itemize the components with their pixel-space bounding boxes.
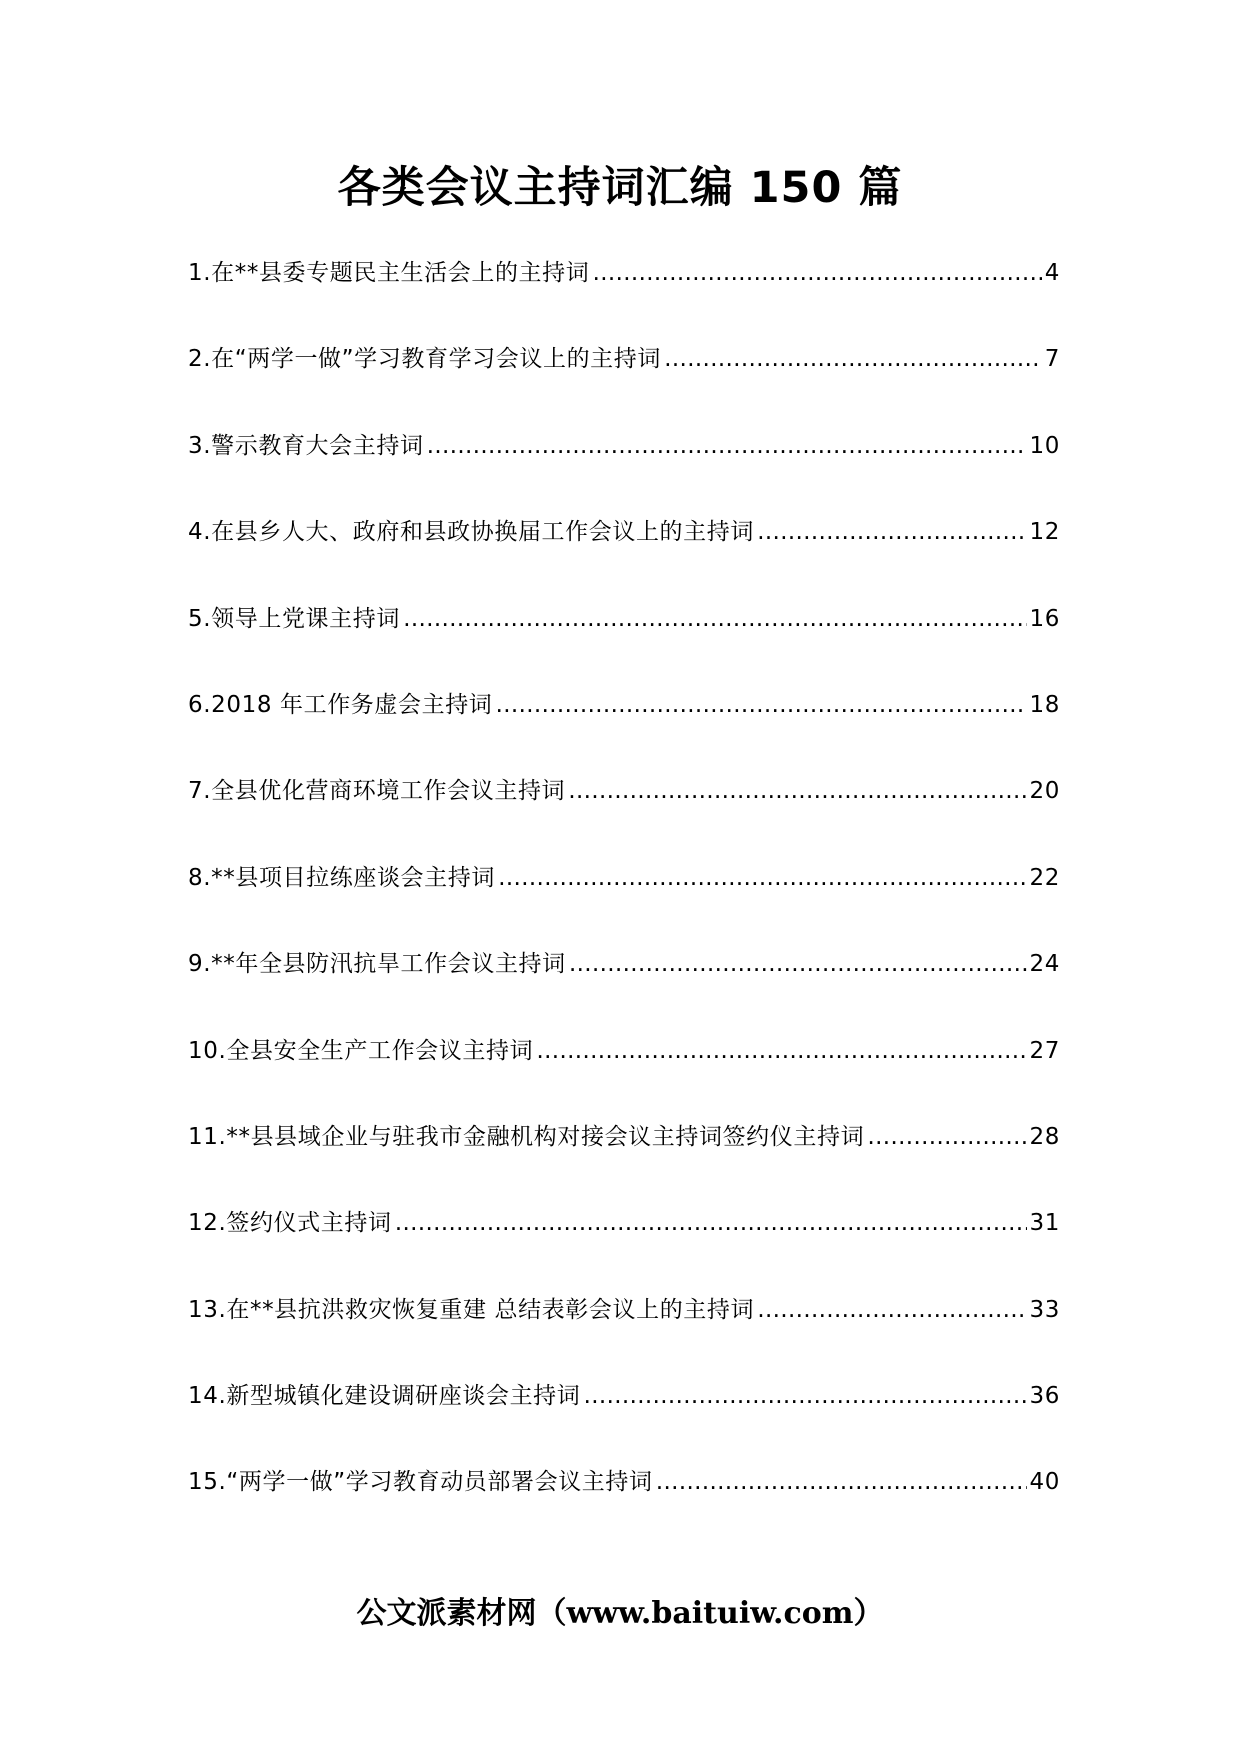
toc-entry-1[interactable] — [188, 258, 1060, 344]
toc-entry-title: 4.在县乡人大、政府和县政协换届工作会议上的主持词 — [188, 519, 754, 546]
toc-dot-leader — [568, 776, 1026, 806]
toc-entry-6[interactable] — [188, 690, 1060, 776]
toc-entry-8[interactable] — [188, 863, 1060, 949]
toc-page-number: 7 — [1044, 346, 1060, 373]
toc-page-number: 12 — [1029, 519, 1060, 546]
toc-dot-leader — [395, 1208, 1027, 1238]
toc-dot-leader — [656, 1467, 1027, 1497]
toc-entry-title: 9.**年全县防汛抗旱工作会议主持词 — [188, 951, 566, 978]
toc-page-number: 16 — [1029, 605, 1060, 632]
toc-dot-leader — [403, 604, 1027, 634]
toc-entry-15[interactable] — [188, 1467, 1060, 1553]
toc-page-number: 36 — [1029, 1383, 1060, 1410]
toc-dot-leader — [592, 258, 1041, 288]
toc-page-number: 10 — [1029, 432, 1060, 459]
toc-dot-leader — [536, 1036, 1026, 1066]
toc-entry-title: 12.签约仪式主持词 — [188, 1210, 392, 1237]
toc-entry-title: 8.**县项目拉练座谈会主持词 — [188, 864, 495, 891]
toc-page-number: 18 — [1029, 691, 1060, 718]
toc-dot-leader — [498, 863, 1027, 893]
toc-entry-4[interactable] — [188, 517, 1060, 603]
document-title: 各类会议主持词汇编 150 篇 — [337, 163, 903, 213]
toc-entry-title: 3.警示教育大会主持词 — [188, 432, 424, 459]
toc-page-number: 27 — [1029, 1037, 1060, 1064]
toc-entry-title: 2.在“两学一做”学习教育学习会议上的主持词 — [188, 346, 661, 373]
toc-page-number: 22 — [1029, 864, 1060, 891]
toc-entry-5[interactable] — [188, 604, 1060, 690]
toc-entry-title: 10.全县安全生产工作会议主持词 — [188, 1037, 534, 1064]
toc-dot-leader — [757, 1295, 1026, 1325]
toc-dot-leader — [427, 431, 1027, 461]
toc-page-number: 20 — [1029, 778, 1060, 805]
toc-page-number: 31 — [1029, 1210, 1060, 1237]
toc-entry-3[interactable] — [188, 431, 1060, 517]
toc-page-number: 28 — [1029, 1123, 1060, 1150]
toc-entry-title: 15.“两学一做”学习教育动员部署会议主持词 — [188, 1469, 653, 1496]
toc-entry-title: 7.全县优化营商环境工作会议主持词 — [188, 778, 566, 805]
toc-entry-title: 11.**县县域企业与驻我市金融机构对接会议主持词签约仪主持词 — [188, 1123, 865, 1150]
toc-page-number: 24 — [1029, 951, 1060, 978]
toc-page-number: 40 — [1029, 1469, 1060, 1496]
toc-entry-11[interactable] — [188, 1122, 1060, 1208]
toc-dot-leader — [583, 1381, 1026, 1411]
toc-entry-14[interactable] — [188, 1381, 1060, 1467]
footer-source-text: 公文派素材网（www.baituiw.com） — [356, 1596, 884, 1631]
toc-entry-title: 1.在**县委专题民主生活会上的主持词 — [188, 260, 590, 286]
toc-entry-13[interactable] — [188, 1295, 1060, 1381]
toc-entry-title: 14.新型城镇化建设调研座谈会主持词 — [188, 1383, 581, 1410]
toc-dot-leader — [569, 949, 1027, 979]
toc-page-number: 4 — [1044, 260, 1060, 286]
toc-entry-10[interactable] — [188, 1036, 1060, 1122]
toc-entry-title: 13.在**县抗洪救灾恢复重建 总结表彰会议上的主持词 — [188, 1296, 755, 1323]
toc-dot-leader — [664, 344, 1042, 374]
toc-page-number: 33 — [1029, 1296, 1060, 1323]
toc-entry-7[interactable] — [188, 776, 1060, 862]
toc-dot-leader — [495, 690, 1026, 720]
toc-dot-leader — [867, 1122, 1026, 1152]
toc-entry-title: 6.2018 年工作务虚会主持词 — [188, 691, 493, 718]
toc-entry-12[interactable] — [188, 1208, 1060, 1294]
table-of-contents — [188, 258, 1060, 1554]
toc-entry-9[interactable] — [188, 949, 1060, 1035]
toc-dot-leader — [757, 517, 1027, 547]
toc-entry-title: 5.领导上党课主持词 — [188, 605, 400, 632]
toc-entry-2[interactable] — [188, 344, 1060, 430]
